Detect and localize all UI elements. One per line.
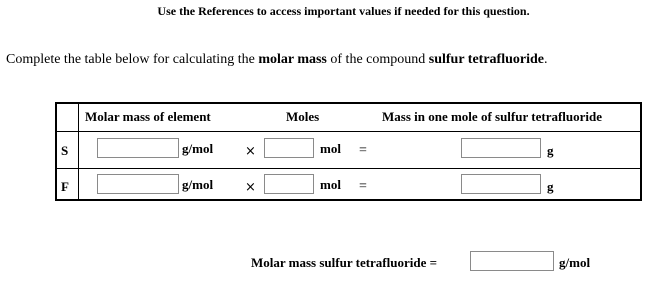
moles-input-s[interactable]	[264, 138, 314, 158]
molar-mass-table	[55, 102, 642, 201]
molar-mass-unit-f: g/mol	[182, 177, 214, 192]
header-mass: Mass in one mole of sulfur tetrafluoride	[382, 109, 603, 124]
instruction-bold-molar-mass: molar mass	[258, 52, 327, 67]
mass-unit-s: g	[547, 143, 554, 158]
mass-input-s[interactable]	[461, 138, 541, 158]
instruction-bold-compound: sulfur tetrafluoride	[428, 52, 544, 67]
element-label-s: S	[61, 143, 69, 158]
moles-input-f[interactable]	[264, 174, 314, 194]
instruction-suffix: .	[544, 52, 548, 67]
instruction-text	[6, 52, 548, 68]
moles-unit-s: mol	[320, 141, 341, 156]
header-divider	[57, 131, 640, 132]
equals-sign-s: =	[359, 143, 367, 158]
moles-unit-f: mol	[320, 177, 341, 192]
molar-mass-unit-s: g/mol	[182, 141, 214, 156]
times-sign-f: ×	[245, 180, 256, 195]
instruction-middle: of the compound	[326, 52, 429, 67]
mass-input-f[interactable]	[461, 174, 541, 194]
header-molar-mass: Molar mass of element	[85, 109, 211, 124]
times-sign-s: ×	[245, 144, 256, 159]
header-moles: Moles	[286, 109, 320, 124]
total-molar-mass-label: Molar mass sulfur tetrafluoride =	[251, 255, 438, 270]
molar-mass-input-s[interactable]	[97, 138, 179, 158]
total-molar-mass-input[interactable]	[470, 251, 554, 271]
mass-unit-f: g	[547, 179, 554, 194]
element-label-f: F	[61, 179, 69, 194]
equals-sign-f: =	[359, 179, 367, 194]
references-notice: Use the References to access important values if needed for this question.	[157, 4, 530, 18]
molar-mass-input-f[interactable]	[97, 174, 179, 194]
instruction-prefix: Complete the table below for calculating the	[6, 52, 259, 67]
row-divider	[57, 168, 640, 169]
element-column-divider	[78, 104, 79, 199]
total-molar-mass-unit: g/mol	[559, 255, 591, 270]
